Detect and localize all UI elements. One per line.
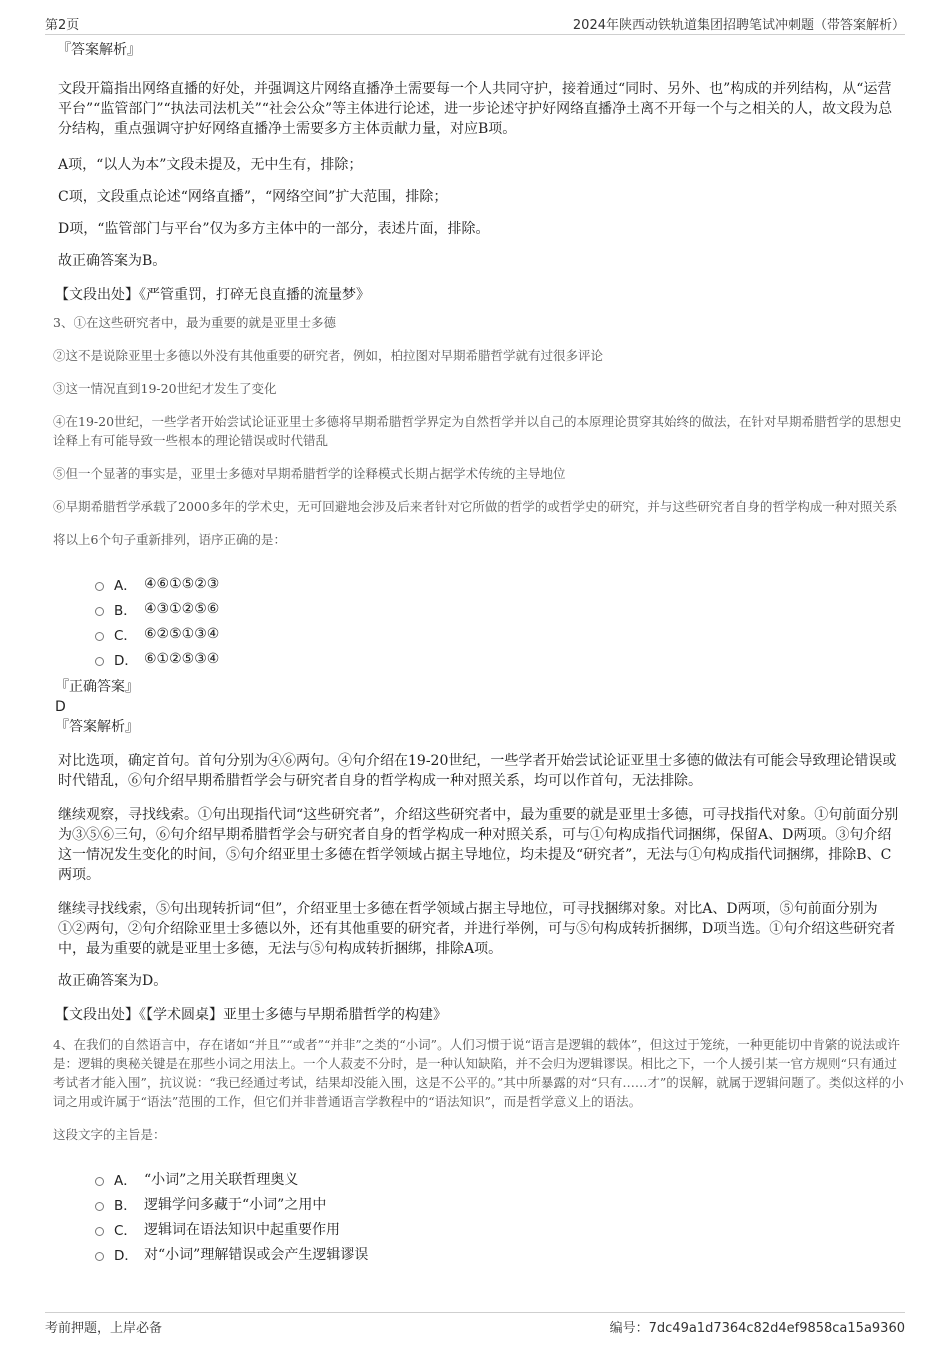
page-content	[55, 40, 905, 1266]
footer-slogan: 考前押题，上岸必备	[45, 1321, 163, 1336]
radio-button[interactable]	[95, 607, 104, 616]
radio-button[interactable]	[95, 582, 104, 591]
radio-button[interactable]	[95, 1252, 104, 1261]
q2-source: 【文段出处】《严管重罚，打碎无良直播的流量梦》	[55, 287, 370, 303]
q3-sentence-6: ⑥早期希腊哲学承载了2000多年的学术史，无可回避地会涉及后来者针对它所做的哲学的或哲学史的研究，并与这些研究者自身的哲学构成一种对照关系	[53, 499, 898, 514]
option-text: 对“小词”理解错误或会产生逻辑谬误	[144, 1246, 369, 1263]
q2-option-a-analysis: A项，“以人为本”文段未提及，无中生有，排除；	[58, 157, 363, 173]
q2-option-c-analysis: C项，文段重点论述“网络直播”，“网络空间”扩大范围，排除；	[58, 189, 448, 205]
q3-sentence-4: ④在19-20世纪，一些学者开始尝试论证亚里士多德将早期希腊哲学界定为自然哲学并以自己的本原理论贯穿其始终的做法，在针对早期希腊哲学的思想史诠释上有可能导致一些根本的理论错误或时代错乱	[53, 414, 902, 448]
radio-button[interactable]	[95, 1202, 104, 1211]
radio-button[interactable]	[95, 1177, 104, 1186]
q4-option-b[interactable]	[95, 1191, 905, 1216]
q3-sentence-2: ②这不是说除亚里士多德以外没有其他重要的研究者，例如，柏拉图对早期希腊哲学就有过很多评论	[53, 348, 604, 363]
q3-correct-answer: D	[55, 699, 66, 715]
option-text: ⑥①②⑤③④	[144, 650, 220, 667]
option-letter: D．	[114, 652, 138, 669]
option-text: 逻辑学问多藏于“小词”之用中	[144, 1196, 327, 1213]
q3-conclusion: 故正确答案为D。	[58, 973, 168, 989]
q3-source: 【文段出处】《【学术圆桌】亚里士多德与早期希腊哲学的构建》	[55, 1007, 447, 1023]
q4-option-c[interactable]	[95, 1216, 905, 1241]
q3-analysis-label: 『答案解析』	[55, 719, 139, 735]
option-text: ⑥②⑤①③④	[144, 625, 220, 642]
q3-option-a[interactable]	[95, 571, 905, 596]
q3-sentence-1: 3、①在这些研究者中，最为重要的就是亚里士多德	[53, 315, 336, 330]
radio-button[interactable]	[95, 1227, 104, 1236]
option-letter: B．	[114, 1197, 137, 1214]
radio-button[interactable]	[95, 657, 104, 666]
option-letter: C．	[114, 627, 137, 644]
document-title: 2024年陕西动铁轨道集团招聘笔试冲刺题（带答案解析）	[572, 18, 905, 33]
q2-option-d-analysis: D项，“监管部门与平台”仅为多方主体中的一部分，表述片面，排除。	[58, 221, 490, 237]
page-footer	[45, 1312, 905, 1339]
option-text: ④⑥①⑤②③	[144, 575, 220, 592]
option-letter: C．	[114, 1222, 137, 1239]
option-letter: B．	[114, 602, 137, 619]
q4-options	[55, 1166, 905, 1266]
q3-sentence-3: ③这一情况直到19-20世纪才发生了变化	[53, 381, 277, 396]
q2-analysis-label: 『答案解析』	[57, 42, 141, 58]
q4-option-a[interactable]	[95, 1166, 905, 1191]
q2-analysis-paragraph: 文段开篇指出网络直播的好处，并强调这片网络直播净土需要每一个人共同守护，接着通过“同时、另外、也”构成的并列结构，从“运营平台”“监管部门”“执法司法机关”“社会公众”等主体进行论述，进一步论述守护好网络直播净土离不开每一个与之相关的人，故文段为总分结构，重点强调守护好网络直播净土需要多方主体贡献力量，对应B项。	[58, 81, 893, 137]
option-text: ④③①②⑤⑥	[144, 600, 220, 617]
q3-analysis-paragraph-3: 继续寻找线索，⑤句出现转折词“但”，介绍亚里士多德在哲学领域占据主导地位，可寻找捆绑对象。对比A、D两项，⑤句前面分别为①②两句，②句介绍除亚里士多德以外，还有其他重要的研究者，并进行举例，可与⑤句构成转折捆绑，D项当选。①句介绍这些研究者中，最为重要的就是亚里士多德，无法与⑤句构成转折捆绑，排除A项。	[58, 901, 896, 957]
q2-conclusion: 故正确答案为B。	[58, 253, 167, 269]
document-id: 编号：7dc49a1d7364c82d4ef9858ca15a9360	[609, 1321, 905, 1336]
q3-option-b[interactable]	[95, 596, 905, 621]
q3-analysis-paragraph-2: 继续观察，寻找线索。①句出现指代词“这些研究者”，介绍这些研究者中，最为重要的就是亚里士多德，可寻找指代对象。①句前面分别为③⑤⑥三句，⑥句介绍早期希腊哲学会与研究者自身的哲学构成一种对照关系，可与①句构成指代词捆绑，保留A、D两项。③句介绍这一情况发生变化的时间，⑤句介绍亚里士多德在哲学领域占据主导地位，均未提及“研究者”，无法与①句构成指代词捆绑，排除B、C两项。	[58, 807, 899, 883]
q3-option-d[interactable]	[95, 646, 905, 671]
q3-options	[55, 571, 905, 671]
q4-prompt: 这段文字的主旨是：	[53, 1127, 166, 1142]
q4-stem: 4、在我们的自然语言中，存在诸如“并且”“或者”“并非”之类的“小词”。人们习惯于说“语言是逻辑的载体”，但这过于笼统，一种更能切中肯綮的说法或许是：逻辑的奥秘关键是在那些小词之用法上。一个人菽麦不分时，是一种认知缺陷，并不会归为逻辑谬误。相比之下，一个人援引某一官方规则“只有通过考试者才能入围”，抗议说：“我已经通过考试，结果却没能入围，这是不公平的。”其中所暴露的对“只有……才”的误解，就属于逻辑问题了。类似这样的小词之用或许属于“语法”范围的工作，但它们并非普通语言学教程中的“语法知识”，而是哲学意义上的语法。	[53, 1037, 904, 1109]
page-number: 第2页	[45, 18, 80, 33]
q3-correct-label: 『正确答案』	[55, 679, 139, 695]
option-letter: A．	[114, 577, 137, 594]
q3-sentence-5: ⑤但一个显著的事实是，亚里士多德对早期希腊哲学的诠释模式长期占据学术传统的主导地位	[53, 466, 566, 481]
option-text: 逻辑词在语法知识中起重要作用	[144, 1221, 340, 1238]
q4-option-d[interactable]	[95, 1241, 905, 1266]
option-text: “小词”之用关联哲理奥义	[144, 1171, 299, 1188]
page-header	[45, 12, 905, 35]
radio-button[interactable]	[95, 632, 104, 641]
q3-option-c[interactable]	[95, 621, 905, 646]
option-letter: A．	[114, 1172, 137, 1189]
q3-prompt: 将以上6个句子重新排列，语序正确的是：	[53, 532, 286, 547]
q3-analysis-paragraph-1: 对比选项，确定首句。首句分别为④⑥两句。④句介绍在19-20世纪，一些学者开始尝试论证亚里士多德的做法有可能会导致理论错误或时代错乱，⑥句介绍早期希腊哲学会与研究者自身的哲学构成一种对照关系，均可以作首句，无法排除。	[58, 753, 897, 789]
option-letter: D．	[114, 1247, 138, 1264]
